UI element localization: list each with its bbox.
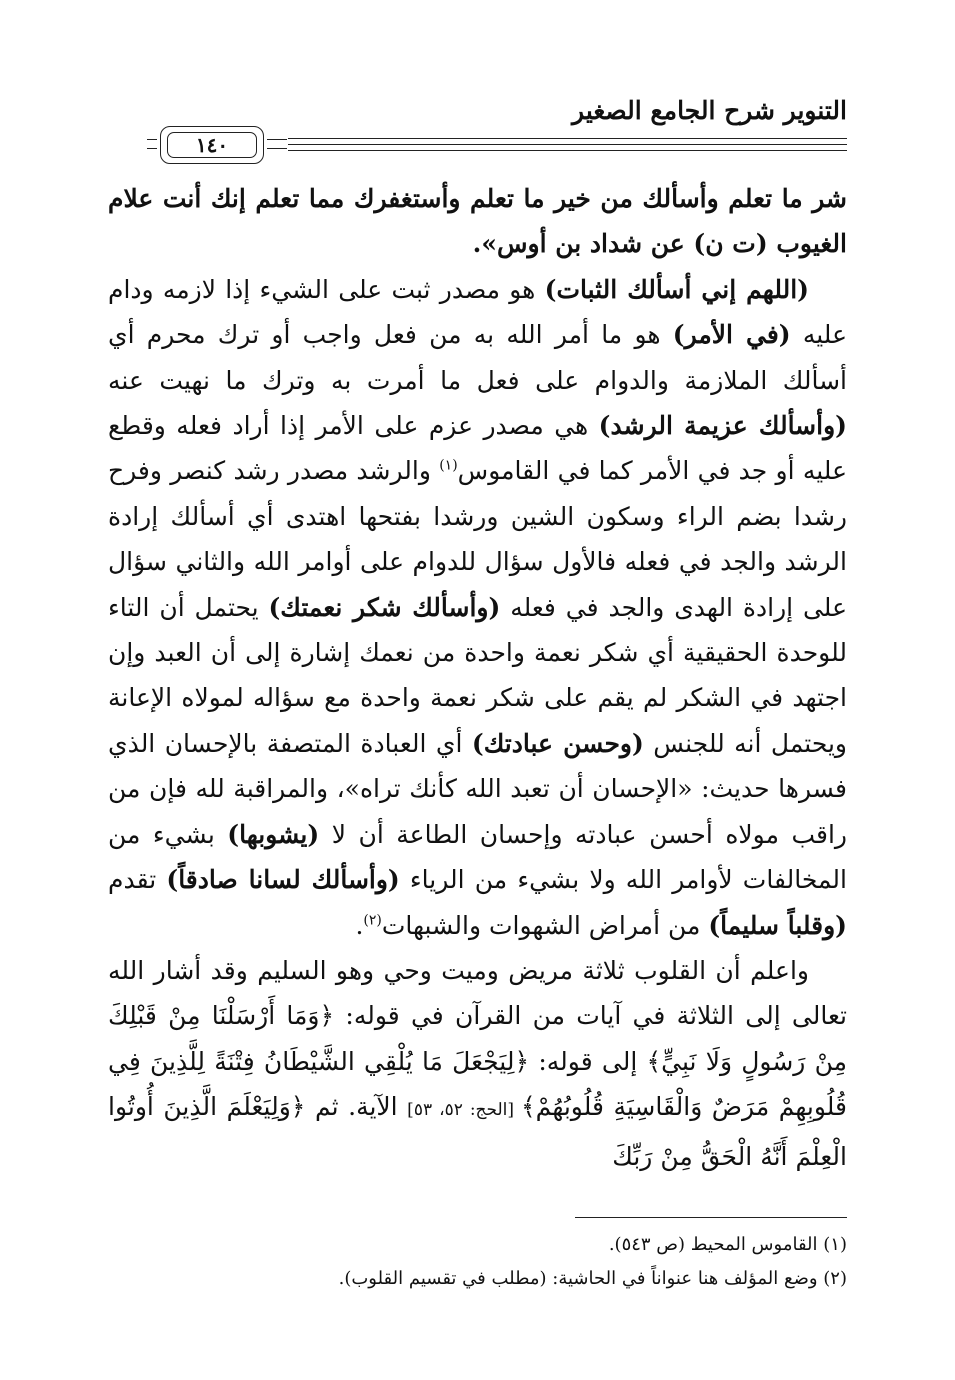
text-segment: شر ما تعلم وأسألك من خير ما تعلم وأستغفرك مما تعلم إنك أنت علام الغيوب (ت ن) عن شداد بن أوس». [108, 184, 847, 259]
paragraph-2 [108, 267, 847, 948]
hadith-phrase: (وأسألك عزيمة الرشد) [598, 411, 847, 441]
quran-verse: ﴿وَمَا أَرْسَلْنَا مِنْ قَبْلِكَ مِنْ رَسُولٍ وَلَا نَبِيٍّ﴾ [108, 1001, 847, 1076]
text-segment: هو ما أمر الله به من فعل واجب أو ترك محرم أي أسألك الملازمة والدوام على فعل ما أمرت به وترك ما نهيت عنه [108, 320, 847, 395]
header-rule-connector [267, 139, 287, 140]
text-segment: تقدم [108, 865, 167, 895]
text-segment: الآية. ثم [305, 1092, 408, 1122]
header-rule-connector [267, 148, 287, 149]
header-rule-bottom [288, 150, 847, 151]
footnote-divider [575, 1217, 847, 1218]
verse-reference: [الحج: ٥٢، ٥٣] [407, 1100, 522, 1121]
text-segment: أي العبادة المتصفة بالإحسان الذي فسرها حديث: «الإحسان أن تعبد الله كأنك تراه»، والمراقبة لله فإن من راقب مولاه أحسن عبادته وإحسان الطاعة أن لا [108, 728, 848, 849]
running-title: التنوير شرح الجامع الصغير [572, 96, 847, 125]
header-rule-top [288, 138, 847, 139]
hadith-phrase: (وقلباً سليماً) [708, 910, 847, 940]
hadith-phrase: (في الأمر) [672, 320, 791, 350]
text-segment: يحتمل أن التاء للوحدة الحقيقية أي شكر نعمة واحدة من نعمك إشارة إلى أن العبد وإن اجتهد في الشكر لم يقم على شكر نعمة واحدة مع سؤاله لمولاه الإعانة ويحتمل أنه للجنس [108, 592, 848, 758]
header-rule-end [147, 148, 157, 149]
paragraph-3 [108, 948, 847, 1179]
quran-verse: ﴿لِيَجْعَلَ مَا يُلْقِي الشَّيْطَانُ فِتْنَةً لِلَّذِينَ فِي قُلُوبِهِمْ مَرَضٌ وَالْقَاسِيَةِ قُلُوبُهُمْ﴾ [108, 1046, 848, 1122]
hadith-phrase: (يشوبها) [227, 819, 320, 849]
header-rule-middle [288, 144, 847, 145]
hadith-phrase: (اللهم إني أسألك الثبات) [544, 274, 809, 304]
page-number: ١٤٠ [167, 132, 257, 158]
text-segment: والرشد مصدر رشد كنصر وفرح رشدا بضم الراء وسكون الشين ورشدا بفتحها اهتدى أي أسألك إرادة الرشد والجد في فعله فالأول سؤال للدوام على أوامر الله والثاني سؤال على إرادة الهدى والجد في فعله [108, 456, 847, 622]
hadith-phrase: (وأسألك لسانا صادقاً) [166, 865, 400, 895]
footnote-ref[interactable]: (١) [439, 458, 458, 475]
footnote-2: (٢) وضع المؤلف هنا عنواناً في الحاشية: (مطلب في تقسيم القلوب). [338, 1268, 847, 1289]
text-segment: من أمراض الشهوات والشبهات [381, 910, 709, 940]
hadith-phrase: (وأسألك شكر نعمتك) [268, 592, 501, 622]
footnotes [108, 1228, 847, 1296]
text-segment: إلى قوله: [529, 1046, 647, 1076]
text-segment: . [355, 910, 364, 940]
footnote-ref[interactable]: (٢) [363, 912, 382, 929]
hadith-phrase: (وحسن عبادتك) [471, 728, 644, 758]
text-segment: واعلم أن القلوب ثلاثة مريض وميت وحي وهو السليم وقد أشار الله تعالى إلى الثلاثة في آيات من القرآن في قوله: [108, 955, 847, 1031]
footnote-1: (١) القاموس المحيط (ص ٥٤٣). [608, 1234, 847, 1255]
quran-verse: ﴿وَلِيَعْلَمَ الَّذِينَ أُوتُوا الْعِلْمَ أَنَّهُ الْحَقُّ مِنْ رَبِّكَ [108, 1092, 847, 1171]
text-segment: بشيء من المخالفات لأوامر الله ولا بشيء من الرياء [108, 819, 847, 895]
text-segment: هو مصدر ثبت على الشيء إذا لازمه ودام عليه [108, 274, 848, 350]
main-text [108, 176, 847, 1179]
page-number-frame [160, 126, 264, 164]
text-segment: هي مصدر عزم على الأمر إذا أراد فعله وقطع عليه أو جد في الأمر كما في القاموس [108, 411, 847, 486]
header-rule-end [147, 139, 157, 140]
paragraph-1 [108, 176, 847, 267]
